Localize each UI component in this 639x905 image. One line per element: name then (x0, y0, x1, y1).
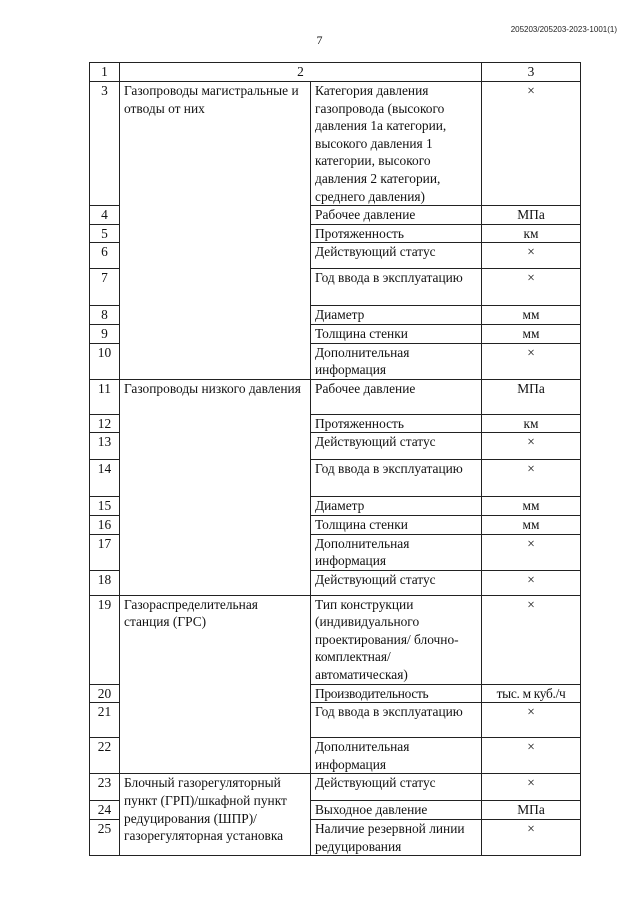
row-number: 13 (90, 433, 120, 460)
unit-cell: × (482, 269, 581, 306)
row-number: 16 (90, 515, 120, 534)
row-number: 15 (90, 497, 120, 516)
parameter-cell: Категория давления газопровода (высокого давления 1а категории, высокого давления 1 категории, высокого давления 2 категории, среднего давления) (311, 82, 482, 206)
parameter-cell: Производительность (311, 684, 482, 703)
parameter-cell: Дополнительная информация (311, 343, 482, 379)
parameter-cell: Год ввода в эксплуатацию (311, 269, 482, 306)
row-number: 22 (90, 738, 120, 774)
parameter-cell: Протяженность (311, 224, 482, 243)
unit-cell: мм (482, 306, 581, 325)
parameter-cell: Толщина стенки (311, 515, 482, 534)
unit-cell: мм (482, 497, 581, 516)
parameter-cell: Дополнительная информация (311, 738, 482, 774)
row-number: 3 (90, 82, 120, 206)
parameter-cell: Действующий статус (311, 570, 482, 595)
row-number: 6 (90, 243, 120, 269)
row-number: 17 (90, 534, 120, 570)
parameter-cell: Год ввода в эксплуатацию (311, 703, 482, 738)
parameter-cell: Выходное давление (311, 801, 482, 820)
unit-cell: МПа (482, 206, 581, 225)
row-number: 4 (90, 206, 120, 225)
unit-cell: × (482, 460, 581, 497)
parameter-cell: Диаметр (311, 306, 482, 325)
unit-cell: МПа (482, 801, 581, 820)
parameter-cell: Действующий статус (311, 774, 482, 801)
unit-cell: км (482, 224, 581, 243)
group-cell: Газопроводы магистральные и отводы от них (120, 82, 311, 380)
row-number: 18 (90, 570, 120, 595)
table-row (90, 595, 581, 684)
row-number: 11 (90, 379, 120, 414)
header-col-2: 2 (120, 63, 482, 82)
row-number: 20 (90, 684, 120, 703)
row-number: 5 (90, 224, 120, 243)
data-table (89, 62, 581, 856)
unit-cell: × (482, 433, 581, 460)
table-row (90, 774, 581, 801)
table-row (90, 82, 581, 206)
row-number: 23 (90, 774, 120, 801)
unit-cell: × (482, 570, 581, 595)
header-col-1: 1 (90, 63, 120, 82)
parameter-cell: Наличие резервной линии редуцирования (311, 820, 482, 856)
parameter-cell: Протяженность (311, 414, 482, 433)
unit-cell: × (482, 243, 581, 269)
row-number: 19 (90, 595, 120, 684)
group-cell: Газораспределительная станция (ГРС) (120, 595, 311, 774)
unit-cell: × (482, 82, 581, 206)
document-id: 205203/205203-2023-1001(1) (510, 25, 617, 34)
unit-cell: тыс. м куб./ч (482, 684, 581, 703)
parameter-cell: Рабочее давление (311, 379, 482, 414)
unit-cell: × (482, 534, 581, 570)
unit-cell: × (482, 343, 581, 379)
parameter-cell: Толщина стенки (311, 324, 482, 343)
unit-cell: × (482, 595, 581, 684)
row-number: 25 (90, 820, 120, 856)
header-col-3: 3 (482, 63, 581, 82)
group-cell: Газопроводы низкого давления (120, 379, 311, 595)
row-number: 14 (90, 460, 120, 497)
unit-cell: МПа (482, 379, 581, 414)
parameter-cell: Дополнительная информация (311, 534, 482, 570)
row-number: 8 (90, 306, 120, 325)
group-cell: Блочный газорегуляторный пункт (ГРП)/шкафной пункт редуцирования (ШПР)/ газорегуляторная установка (120, 774, 311, 856)
parameter-cell: Рабочее давление (311, 206, 482, 225)
parameter-cell: Диаметр (311, 497, 482, 516)
row-number: 24 (90, 801, 120, 820)
row-number: 12 (90, 414, 120, 433)
parameter-cell: Год ввода в эксплуатацию (311, 460, 482, 497)
parameter-cell: Действующий статус (311, 433, 482, 460)
unit-cell: мм (482, 515, 581, 534)
unit-cell: км (482, 414, 581, 433)
page-number: 7 (316, 33, 323, 47)
row-number: 9 (90, 324, 120, 343)
row-number: 10 (90, 343, 120, 379)
row-number: 7 (90, 269, 120, 306)
unit-cell: мм (482, 324, 581, 343)
row-number: 21 (90, 703, 120, 738)
parameter-cell: Действующий статус (311, 243, 482, 269)
table-row (90, 379, 581, 414)
unit-cell: × (482, 820, 581, 856)
unit-cell: × (482, 703, 581, 738)
unit-cell: × (482, 774, 581, 801)
table-header-row (90, 63, 581, 82)
unit-cell: × (482, 738, 581, 774)
parameter-cell: Тип конструкции (индивидуального проектирования/ блочно-комплектная/ автоматическая) (311, 595, 482, 684)
